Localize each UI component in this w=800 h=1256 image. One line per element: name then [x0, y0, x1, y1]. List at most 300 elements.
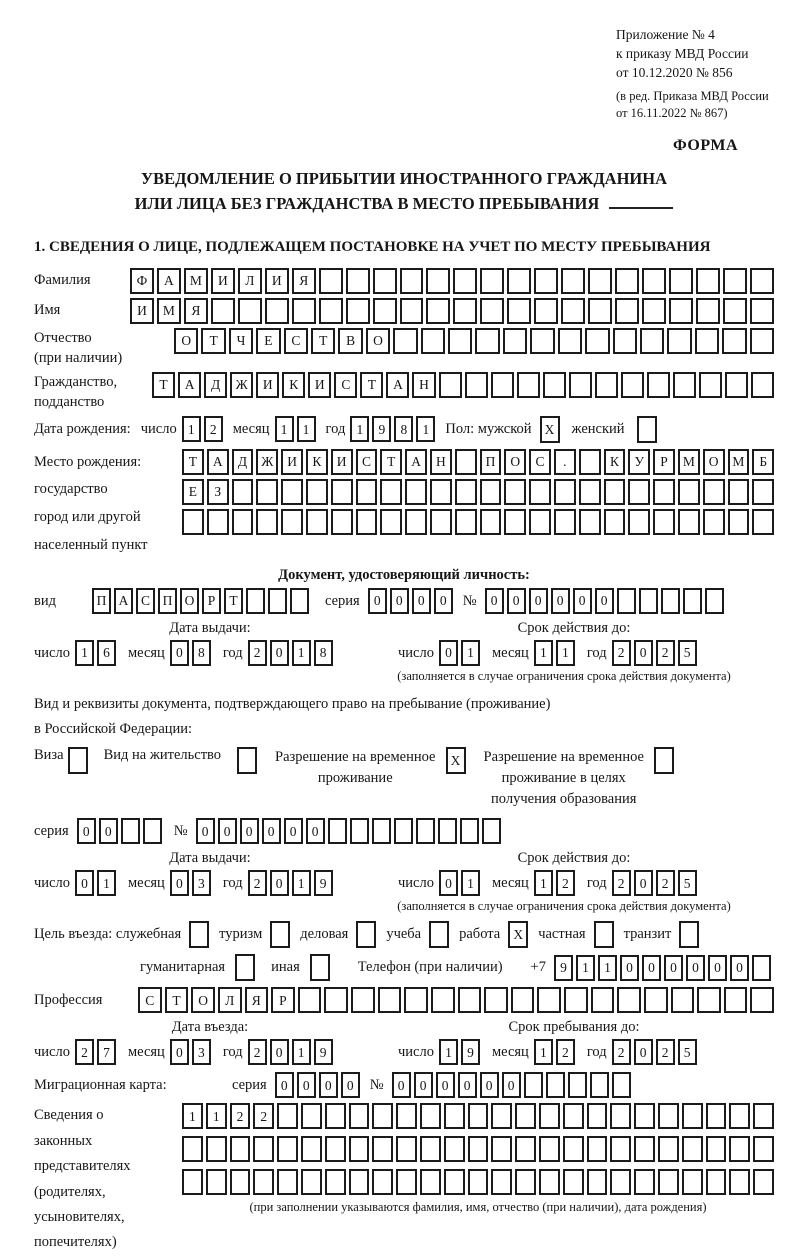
- checkbox-cell[interactable]: [68, 747, 88, 774]
- char-cell[interactable]: [373, 268, 397, 294]
- char-cell[interactable]: 5: [678, 870, 697, 896]
- char-cell[interactable]: 0: [297, 1072, 316, 1098]
- char-cell[interactable]: [331, 479, 353, 505]
- char-cell[interactable]: [706, 1103, 727, 1129]
- char-cell[interactable]: [653, 509, 675, 535]
- char-cell[interactable]: [349, 1136, 370, 1162]
- checkbox-residence-permit[interactable]: [237, 747, 257, 774]
- char-cell[interactable]: [751, 372, 774, 398]
- char-cell[interactable]: [653, 479, 675, 505]
- char-cell[interactable]: 0: [529, 588, 548, 614]
- char-cell[interactable]: [752, 479, 774, 505]
- char-cell[interactable]: [460, 818, 479, 844]
- char-cell[interactable]: [281, 479, 303, 505]
- char-cell[interactable]: И: [130, 298, 154, 324]
- char-cell[interactable]: [722, 328, 746, 354]
- char-cell[interactable]: [539, 1169, 560, 1195]
- char-cell[interactable]: 0: [595, 588, 614, 614]
- char-cell[interactable]: [405, 479, 427, 505]
- char-cell[interactable]: [534, 268, 558, 294]
- char-cell[interactable]: [331, 509, 353, 535]
- char-cell[interactable]: [703, 509, 725, 535]
- char-cell[interactable]: И: [308, 372, 331, 398]
- char-cell[interactable]: 0: [368, 588, 387, 614]
- char-cell[interactable]: [587, 1136, 608, 1162]
- checkbox-cell[interactable]: [429, 921, 449, 948]
- char-cell[interactable]: [448, 328, 472, 354]
- char-cell[interactable]: 2: [656, 870, 675, 896]
- char-cell[interactable]: А: [157, 268, 181, 294]
- char-cell[interactable]: 1: [556, 640, 575, 666]
- char-cell[interactable]: Ф: [130, 268, 154, 294]
- char-cell[interactable]: [372, 1136, 393, 1162]
- char-cell[interactable]: [640, 328, 664, 354]
- checkbox-cell[interactable]: [356, 921, 376, 948]
- char-cell[interactable]: [324, 987, 348, 1013]
- char-cell[interactable]: [351, 987, 375, 1013]
- char-cell[interactable]: 0: [270, 870, 289, 896]
- char-cell[interactable]: [484, 987, 508, 1013]
- char-cell[interactable]: С: [284, 328, 308, 354]
- char-cell[interactable]: 8: [394, 416, 413, 442]
- char-cell[interactable]: [319, 268, 343, 294]
- char-cell[interactable]: 0: [270, 640, 289, 666]
- char-cell[interactable]: Т: [311, 328, 335, 354]
- char-cell[interactable]: [658, 1103, 679, 1129]
- char-cell[interactable]: С: [136, 588, 155, 614]
- char-cell[interactable]: [706, 1136, 727, 1162]
- char-cell[interactable]: Д: [204, 372, 227, 398]
- char-cell[interactable]: [281, 509, 303, 535]
- char-cell[interactable]: 0: [551, 588, 570, 614]
- char-cell[interactable]: 1: [598, 955, 617, 981]
- char-cell[interactable]: 2: [204, 416, 223, 442]
- char-cell[interactable]: 2: [556, 870, 575, 896]
- char-cell[interactable]: [420, 1136, 441, 1162]
- char-cell[interactable]: 2: [75, 1039, 94, 1065]
- char-cell[interactable]: П: [480, 449, 502, 475]
- char-cell[interactable]: И: [281, 449, 303, 475]
- char-cell[interactable]: 0: [77, 818, 96, 844]
- char-cell[interactable]: Ж: [230, 372, 253, 398]
- char-cell[interactable]: [529, 479, 551, 505]
- char-cell[interactable]: [507, 268, 531, 294]
- char-cell[interactable]: А: [207, 449, 229, 475]
- char-cell[interactable]: [621, 372, 644, 398]
- char-cell[interactable]: [615, 298, 639, 324]
- char-cell[interactable]: О: [504, 449, 526, 475]
- char-cell[interactable]: [431, 987, 455, 1013]
- char-cell[interactable]: [372, 1169, 393, 1195]
- char-cell[interactable]: [426, 298, 450, 324]
- char-cell[interactable]: [728, 479, 750, 505]
- checkbox-cell[interactable]: [679, 921, 699, 948]
- checkbox-private[interactable]: [594, 921, 614, 948]
- char-cell[interactable]: [143, 818, 162, 844]
- char-cell[interactable]: [319, 298, 343, 324]
- char-cell[interactable]: 2: [248, 1039, 267, 1065]
- char-cell[interactable]: 0: [480, 1072, 499, 1098]
- char-cell[interactable]: П: [92, 588, 111, 614]
- char-cell[interactable]: [673, 372, 696, 398]
- char-cell[interactable]: [444, 1169, 465, 1195]
- char-cell[interactable]: 0: [485, 588, 504, 614]
- char-cell[interactable]: [595, 372, 618, 398]
- char-cell[interactable]: [561, 268, 585, 294]
- char-cell[interactable]: [453, 268, 477, 294]
- char-cell[interactable]: Т: [152, 372, 175, 398]
- char-cell[interactable]: З: [207, 479, 229, 505]
- char-cell[interactable]: Т: [380, 449, 402, 475]
- char-cell[interactable]: [729, 1169, 750, 1195]
- char-cell[interactable]: И: [265, 268, 289, 294]
- char-cell[interactable]: [610, 1169, 631, 1195]
- char-cell[interactable]: [468, 1103, 489, 1129]
- char-cell[interactable]: Т: [165, 987, 189, 1013]
- char-cell[interactable]: 3: [192, 870, 211, 896]
- char-cell[interactable]: 1: [461, 640, 480, 666]
- char-cell[interactable]: 1: [416, 416, 435, 442]
- char-cell[interactable]: [642, 298, 666, 324]
- char-cell[interactable]: [537, 987, 561, 1013]
- char-cell[interactable]: [729, 1103, 750, 1129]
- char-cell[interactable]: [325, 1103, 346, 1129]
- char-cell[interactable]: 0: [284, 818, 303, 844]
- char-cell[interactable]: 0: [319, 1072, 338, 1098]
- char-cell[interactable]: [678, 479, 700, 505]
- char-cell[interactable]: [642, 268, 666, 294]
- char-cell[interactable]: 8: [314, 640, 333, 666]
- char-cell[interactable]: 0: [708, 955, 727, 981]
- char-cell[interactable]: Л: [238, 268, 262, 294]
- char-cell[interactable]: 2: [612, 870, 631, 896]
- char-cell[interactable]: 5: [678, 1039, 697, 1065]
- char-cell[interactable]: М: [184, 268, 208, 294]
- char-cell[interactable]: [211, 298, 235, 324]
- char-cell[interactable]: [644, 987, 668, 1013]
- char-cell[interactable]: 0: [634, 640, 653, 666]
- char-cell[interactable]: [579, 449, 601, 475]
- char-cell[interactable]: 0: [730, 955, 749, 981]
- char-cell[interactable]: 7: [97, 1039, 116, 1065]
- checkbox-cell[interactable]: X: [508, 921, 528, 948]
- char-cell[interactable]: [396, 1136, 417, 1162]
- char-cell[interactable]: [504, 479, 526, 505]
- char-cell[interactable]: [480, 479, 502, 505]
- char-cell[interactable]: 0: [634, 870, 653, 896]
- char-cell[interactable]: [554, 509, 576, 535]
- char-cell[interactable]: 0: [436, 1072, 455, 1098]
- char-cell[interactable]: Р: [653, 449, 675, 475]
- char-cell[interactable]: С: [529, 449, 551, 475]
- char-cell[interactable]: Д: [232, 449, 254, 475]
- char-cell[interactable]: [564, 987, 588, 1013]
- char-cell[interactable]: [563, 1136, 584, 1162]
- checkbox-cell[interactable]: X: [540, 416, 560, 443]
- char-cell[interactable]: 0: [99, 818, 118, 844]
- char-cell[interactable]: 1: [292, 870, 311, 896]
- checkbox-cell[interactable]: [189, 921, 209, 948]
- char-cell[interactable]: [647, 372, 670, 398]
- char-cell[interactable]: [439, 372, 462, 398]
- char-cell[interactable]: [705, 588, 724, 614]
- char-cell[interactable]: [232, 479, 254, 505]
- char-cell[interactable]: О: [366, 328, 390, 354]
- char-cell[interactable]: [290, 588, 309, 614]
- char-cell[interactable]: 0: [390, 588, 409, 614]
- char-cell[interactable]: [515, 1103, 536, 1129]
- char-cell[interactable]: [207, 509, 229, 535]
- char-cell[interactable]: [561, 298, 585, 324]
- char-cell[interactable]: К: [282, 372, 305, 398]
- char-cell[interactable]: 9: [372, 416, 391, 442]
- char-cell[interactable]: 1: [297, 416, 316, 442]
- char-cell[interactable]: [658, 1169, 679, 1195]
- char-cell[interactable]: [306, 509, 328, 535]
- char-cell[interactable]: [396, 1169, 417, 1195]
- char-cell[interactable]: [458, 987, 482, 1013]
- char-cell[interactable]: 2: [656, 1039, 675, 1065]
- char-cell[interactable]: [182, 1136, 203, 1162]
- char-cell[interactable]: [480, 298, 504, 324]
- char-cell[interactable]: [750, 328, 774, 354]
- char-cell[interactable]: С: [138, 987, 162, 1013]
- char-cell[interactable]: [468, 1169, 489, 1195]
- char-cell[interactable]: Н: [412, 372, 435, 398]
- char-cell[interactable]: 1: [275, 416, 294, 442]
- char-cell[interactable]: Ж: [256, 449, 278, 475]
- char-cell[interactable]: [444, 1136, 465, 1162]
- char-cell[interactable]: [634, 1169, 655, 1195]
- checkbox-cell[interactable]: X: [446, 747, 466, 774]
- checkbox-visa[interactable]: [68, 747, 88, 774]
- char-cell[interactable]: [546, 1072, 565, 1098]
- char-cell[interactable]: [328, 818, 347, 844]
- char-cell[interactable]: [491, 372, 514, 398]
- char-cell[interactable]: [380, 509, 402, 535]
- char-cell[interactable]: [230, 1136, 251, 1162]
- char-cell[interactable]: [669, 298, 693, 324]
- char-cell[interactable]: Р: [271, 987, 295, 1013]
- char-cell[interactable]: 2: [248, 870, 267, 896]
- char-cell[interactable]: [534, 298, 558, 324]
- char-cell[interactable]: 0: [634, 1039, 653, 1065]
- char-cell[interactable]: 0: [75, 870, 94, 896]
- char-cell[interactable]: [480, 509, 502, 535]
- char-cell[interactable]: [455, 509, 477, 535]
- char-cell[interactable]: [579, 479, 601, 505]
- char-cell[interactable]: [253, 1136, 274, 1162]
- char-cell[interactable]: [628, 479, 650, 505]
- char-cell[interactable]: [182, 509, 204, 535]
- char-cell[interactable]: [256, 509, 278, 535]
- char-cell[interactable]: Т: [182, 449, 204, 475]
- char-cell[interactable]: [182, 1169, 203, 1195]
- char-cell[interactable]: [453, 298, 477, 324]
- char-cell[interactable]: 0: [414, 1072, 433, 1098]
- char-cell[interactable]: 1: [182, 416, 201, 442]
- char-cell[interactable]: [265, 298, 289, 324]
- char-cell[interactable]: 1: [75, 640, 94, 666]
- char-cell[interactable]: [661, 588, 680, 614]
- char-cell[interactable]: [628, 509, 650, 535]
- char-cell[interactable]: 0: [502, 1072, 521, 1098]
- char-cell[interactable]: [752, 509, 774, 535]
- char-cell[interactable]: [394, 818, 413, 844]
- char-cell[interactable]: [400, 298, 424, 324]
- char-cell[interactable]: 0: [507, 588, 526, 614]
- char-cell[interactable]: Т: [360, 372, 383, 398]
- char-cell[interactable]: 0: [458, 1072, 477, 1098]
- char-cell[interactable]: 1: [534, 1039, 553, 1065]
- char-cell[interactable]: 9: [314, 870, 333, 896]
- char-cell[interactable]: Я: [245, 987, 269, 1013]
- char-cell[interactable]: [750, 298, 774, 324]
- char-cell[interactable]: 0: [170, 870, 189, 896]
- char-cell[interactable]: [539, 1136, 560, 1162]
- char-cell[interactable]: [515, 1169, 536, 1195]
- char-cell[interactable]: [253, 1169, 274, 1195]
- checkbox-cell[interactable]: [310, 954, 330, 981]
- char-cell[interactable]: 0: [196, 818, 215, 844]
- char-cell[interactable]: М: [728, 449, 750, 475]
- char-cell[interactable]: [568, 1072, 587, 1098]
- char-cell[interactable]: Я: [184, 298, 208, 324]
- char-cell[interactable]: С: [334, 372, 357, 398]
- char-cell[interactable]: [703, 479, 725, 505]
- char-cell[interactable]: [378, 987, 402, 1013]
- char-cell[interactable]: 2: [253, 1103, 274, 1129]
- char-cell[interactable]: [301, 1103, 322, 1129]
- char-cell[interactable]: 0: [392, 1072, 411, 1098]
- char-cell[interactable]: О: [174, 328, 198, 354]
- char-cell[interactable]: 3: [192, 1039, 211, 1065]
- char-cell[interactable]: А: [178, 372, 201, 398]
- checkbox-temp-residence[interactable]: [446, 747, 466, 774]
- char-cell[interactable]: [206, 1169, 227, 1195]
- char-cell[interactable]: 1: [461, 870, 480, 896]
- char-cell[interactable]: [482, 818, 501, 844]
- char-cell[interactable]: 0: [573, 588, 592, 614]
- char-cell[interactable]: 5: [678, 640, 697, 666]
- char-cell[interactable]: [750, 268, 774, 294]
- char-cell[interactable]: .: [554, 449, 576, 475]
- char-cell[interactable]: И: [331, 449, 353, 475]
- char-cell[interactable]: Я: [292, 268, 316, 294]
- char-cell[interactable]: Б: [752, 449, 774, 475]
- char-cell[interactable]: [610, 1136, 631, 1162]
- char-cell[interactable]: [529, 509, 551, 535]
- char-cell[interactable]: [678, 509, 700, 535]
- char-cell[interactable]: [405, 509, 427, 535]
- char-cell[interactable]: [723, 298, 747, 324]
- checkbox-cell[interactable]: [637, 416, 657, 443]
- char-cell[interactable]: [728, 509, 750, 535]
- char-cell[interactable]: [753, 1169, 774, 1195]
- char-cell[interactable]: К: [604, 449, 626, 475]
- char-cell[interactable]: [421, 328, 445, 354]
- char-cell[interactable]: [695, 328, 719, 354]
- char-cell[interactable]: [325, 1169, 346, 1195]
- char-cell[interactable]: [426, 268, 450, 294]
- char-cell[interactable]: [503, 328, 527, 354]
- char-cell[interactable]: [604, 509, 626, 535]
- checkbox-cell[interactable]: [594, 921, 614, 948]
- char-cell[interactable]: А: [386, 372, 409, 398]
- char-cell[interactable]: [579, 509, 601, 535]
- char-cell[interactable]: 6: [97, 640, 116, 666]
- char-cell[interactable]: [206, 1136, 227, 1162]
- checkbox-cell[interactable]: [237, 747, 257, 774]
- char-cell[interactable]: Т: [224, 588, 243, 614]
- char-cell[interactable]: [301, 1136, 322, 1162]
- char-cell[interactable]: [591, 987, 615, 1013]
- checkbox-other[interactable]: [310, 954, 330, 981]
- char-cell[interactable]: [277, 1136, 298, 1162]
- char-cell[interactable]: 0: [412, 588, 431, 614]
- char-cell[interactable]: М: [678, 449, 700, 475]
- char-cell[interactable]: [639, 588, 658, 614]
- char-cell[interactable]: 0: [262, 818, 281, 844]
- char-cell[interactable]: [634, 1136, 655, 1162]
- char-cell[interactable]: Ч: [229, 328, 253, 354]
- char-cell[interactable]: 9: [461, 1039, 480, 1065]
- char-cell[interactable]: 0: [620, 955, 639, 981]
- char-cell[interactable]: 1: [292, 640, 311, 666]
- char-cell[interactable]: [696, 268, 720, 294]
- char-cell[interactable]: 1: [97, 870, 116, 896]
- char-cell[interactable]: [539, 1103, 560, 1129]
- char-cell[interactable]: [256, 479, 278, 505]
- char-cell[interactable]: 1: [292, 1039, 311, 1065]
- char-cell[interactable]: 1: [182, 1103, 203, 1129]
- char-cell[interactable]: [491, 1169, 512, 1195]
- char-cell[interactable]: Е: [182, 479, 204, 505]
- char-cell[interactable]: 0: [439, 640, 458, 666]
- char-cell[interactable]: [230, 1169, 251, 1195]
- char-cell[interactable]: И: [211, 268, 235, 294]
- char-cell[interactable]: [455, 479, 477, 505]
- char-cell[interactable]: М: [157, 298, 181, 324]
- char-cell[interactable]: [617, 588, 636, 614]
- checkbox-sex-female[interactable]: [637, 416, 657, 443]
- checkbox-tourism[interactable]: [270, 921, 290, 948]
- char-cell[interactable]: [400, 268, 424, 294]
- char-cell[interactable]: 1: [350, 416, 369, 442]
- checkbox-cell[interactable]: [270, 921, 290, 948]
- char-cell[interactable]: [610, 1103, 631, 1129]
- char-cell[interactable]: [430, 479, 452, 505]
- char-cell[interactable]: [543, 372, 566, 398]
- char-cell[interactable]: [396, 1103, 417, 1129]
- char-cell[interactable]: [517, 372, 540, 398]
- char-cell[interactable]: [612, 1072, 631, 1098]
- char-cell[interactable]: [724, 987, 748, 1013]
- char-cell[interactable]: [511, 987, 535, 1013]
- char-cell[interactable]: В: [338, 328, 362, 354]
- char-cell[interactable]: [298, 987, 322, 1013]
- char-cell[interactable]: [121, 818, 140, 844]
- char-cell[interactable]: 0: [686, 955, 705, 981]
- char-cell[interactable]: [683, 588, 702, 614]
- char-cell[interactable]: А: [114, 588, 133, 614]
- char-cell[interactable]: 1: [534, 870, 553, 896]
- char-cell[interactable]: [590, 1072, 609, 1098]
- char-cell[interactable]: [301, 1169, 322, 1195]
- char-cell[interactable]: [682, 1136, 703, 1162]
- char-cell[interactable]: [706, 1169, 727, 1195]
- char-cell[interactable]: [372, 1103, 393, 1129]
